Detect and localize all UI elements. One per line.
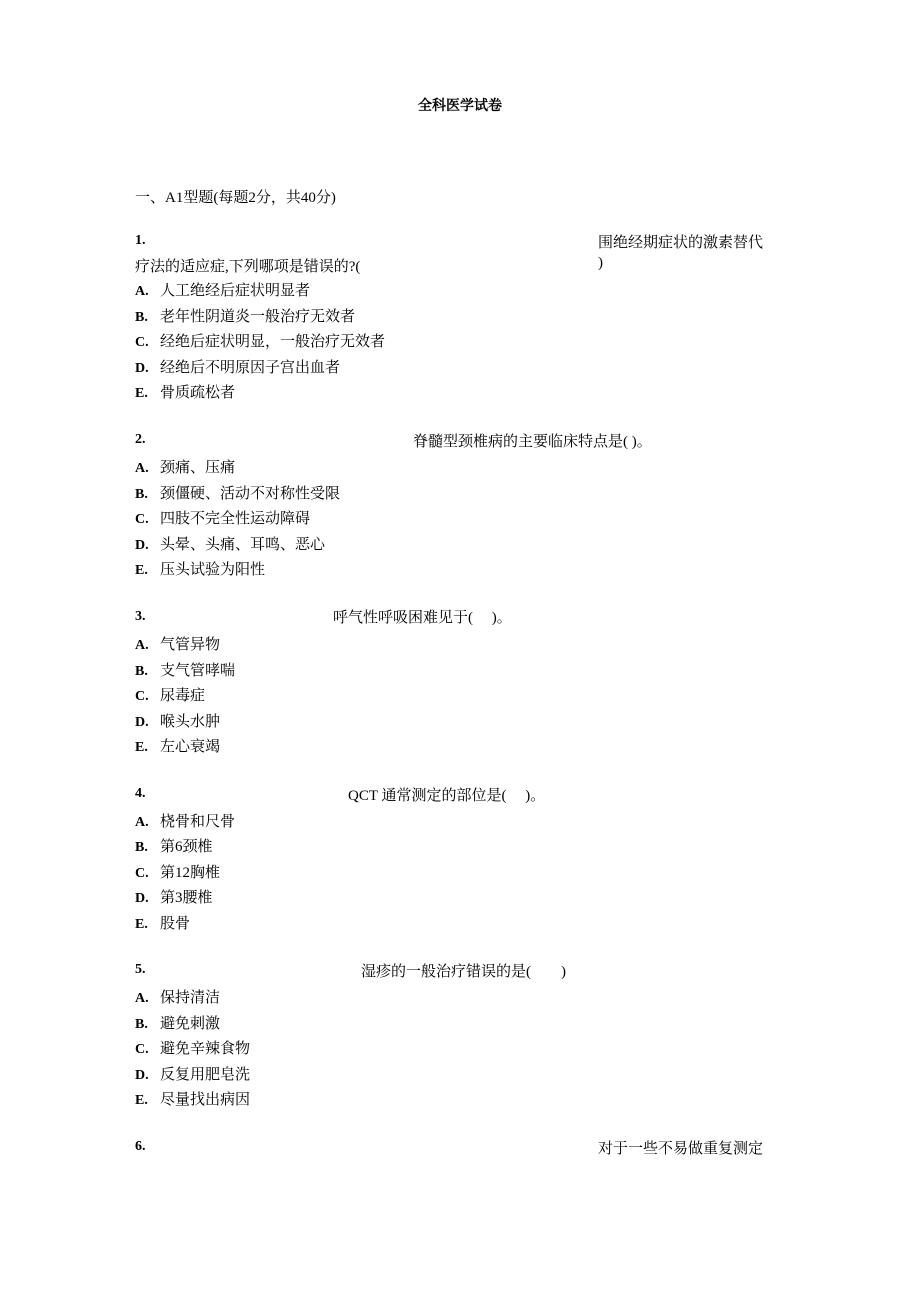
option-e: [135, 1088, 250, 1109]
option-letter: D.: [135, 715, 149, 730]
option-letter: A.: [135, 461, 149, 476]
option-c: [135, 861, 220, 882]
option-a: [135, 986, 220, 1007]
option-letter: C.: [135, 866, 149, 881]
option-text: 保持清洁: [160, 990, 221, 1006]
question-number: 4.: [135, 786, 146, 801]
option-b: [135, 482, 340, 503]
option-text: 人工绝经后症状明显者: [160, 283, 311, 299]
question-stem: 脊髓型颈椎病的主要临床特点是( )。: [413, 434, 652, 450]
question-stem: 湿疹的一般治疗错误的是( ): [361, 964, 566, 980]
option-b: [135, 1012, 220, 1033]
option-d: [135, 356, 340, 377]
option-text: 尽量找出病因: [160, 1092, 251, 1108]
option-d: [135, 710, 220, 731]
question-number: 3.: [135, 609, 146, 624]
question-stem: QCT 通常测定的部位是( )。: [348, 788, 546, 804]
option-text: 气管异物: [160, 637, 221, 653]
option-text: 颈痛、压痛: [160, 460, 236, 476]
option-letter: B.: [135, 310, 148, 325]
option-text: 头晕、头痛、耳鸣、恶心: [160, 537, 326, 553]
option-text: 支气管哮喘: [160, 663, 236, 679]
option-b: [135, 659, 235, 680]
question-stem-part1: 围绝经期症状的激素替代: [598, 235, 764, 251]
question-stem: 呼气性呼吸困难见于( )。: [333, 610, 512, 626]
option-b: [135, 835, 213, 856]
option-letter: E.: [135, 740, 148, 755]
option-text: 左心衰竭: [160, 739, 221, 755]
option-letter: D.: [135, 891, 149, 906]
option-letter: B.: [135, 664, 148, 679]
option-letter: A.: [135, 991, 149, 1006]
option-a: [135, 810, 235, 831]
option-a: [135, 279, 310, 300]
option-e: [135, 381, 235, 402]
question-stem: 对于一些不易做重复测定: [598, 1141, 764, 1157]
question-number: 5.: [135, 962, 146, 977]
section-heading: 一、A1型题(每题2分，共40分): [135, 190, 336, 206]
question-number: 6.: [135, 1139, 146, 1154]
option-text: 四肢不完全性运动障碍: [160, 511, 311, 527]
option-e: [135, 558, 265, 579]
option-letter: E.: [135, 1093, 148, 1108]
option-letter: E.: [135, 563, 148, 578]
option-e: [135, 912, 190, 933]
option-letter: D.: [135, 538, 149, 553]
option-c: [135, 507, 310, 528]
option-text: 避免辛辣食物: [160, 1041, 251, 1057]
option-text: 骨质疏松者: [160, 385, 236, 401]
option-b: [135, 305, 355, 326]
option-letter: C.: [135, 689, 149, 704]
option-letter: E.: [135, 386, 148, 401]
option-letter: A.: [135, 638, 149, 653]
option-letter: D.: [135, 361, 149, 376]
option-letter: D.: [135, 1068, 149, 1083]
option-text: 经绝后不明原因子宫出血者: [160, 360, 341, 376]
question-number: 1.: [135, 233, 146, 248]
option-text: 桡骨和尺骨: [160, 814, 236, 830]
option-letter: B.: [135, 487, 148, 502]
question-number: 2.: [135, 432, 146, 447]
option-a: [135, 456, 235, 477]
option-letter: B.: [135, 840, 148, 855]
option-text: 压头试验为阳性: [160, 562, 266, 578]
document-title: 全科医学试卷: [418, 98, 502, 114]
option-text: 颈僵硬、活动不对称性受限: [160, 486, 341, 502]
option-text: 第3腰椎: [160, 890, 213, 906]
option-text: 避免刺激: [160, 1016, 221, 1032]
question-stem-closing: ): [598, 255, 603, 271]
option-c: [135, 330, 385, 351]
option-d: [135, 533, 325, 554]
option-a: [135, 633, 220, 654]
option-letter: E.: [135, 917, 148, 932]
option-letter: C.: [135, 512, 149, 527]
option-text: 第12胸椎: [160, 865, 221, 881]
option-text: 反复用肥皂洗: [160, 1067, 251, 1083]
option-d: [135, 886, 213, 907]
option-text: 股骨: [160, 916, 191, 932]
option-text: 第6颈椎: [160, 839, 213, 855]
option-text: 老年性阴道炎一般治疗无效者: [160, 309, 356, 325]
option-text: 经绝后症状明显，一般治疗无效者: [160, 334, 386, 350]
option-text: 喉头水肿: [160, 714, 221, 730]
option-letter: C.: [135, 335, 149, 350]
option-d: [135, 1063, 250, 1084]
option-text: 尿毒症: [160, 688, 206, 704]
option-letter: C.: [135, 1042, 149, 1057]
option-c: [135, 1037, 250, 1058]
option-letter: A.: [135, 815, 149, 830]
option-letter: A.: [135, 284, 149, 299]
option-e: [135, 735, 220, 756]
option-c: [135, 684, 205, 705]
question-stem-part2: 疗法的适应症,下列哪项是错误的?(: [135, 259, 361, 275]
option-letter: B.: [135, 1017, 148, 1032]
